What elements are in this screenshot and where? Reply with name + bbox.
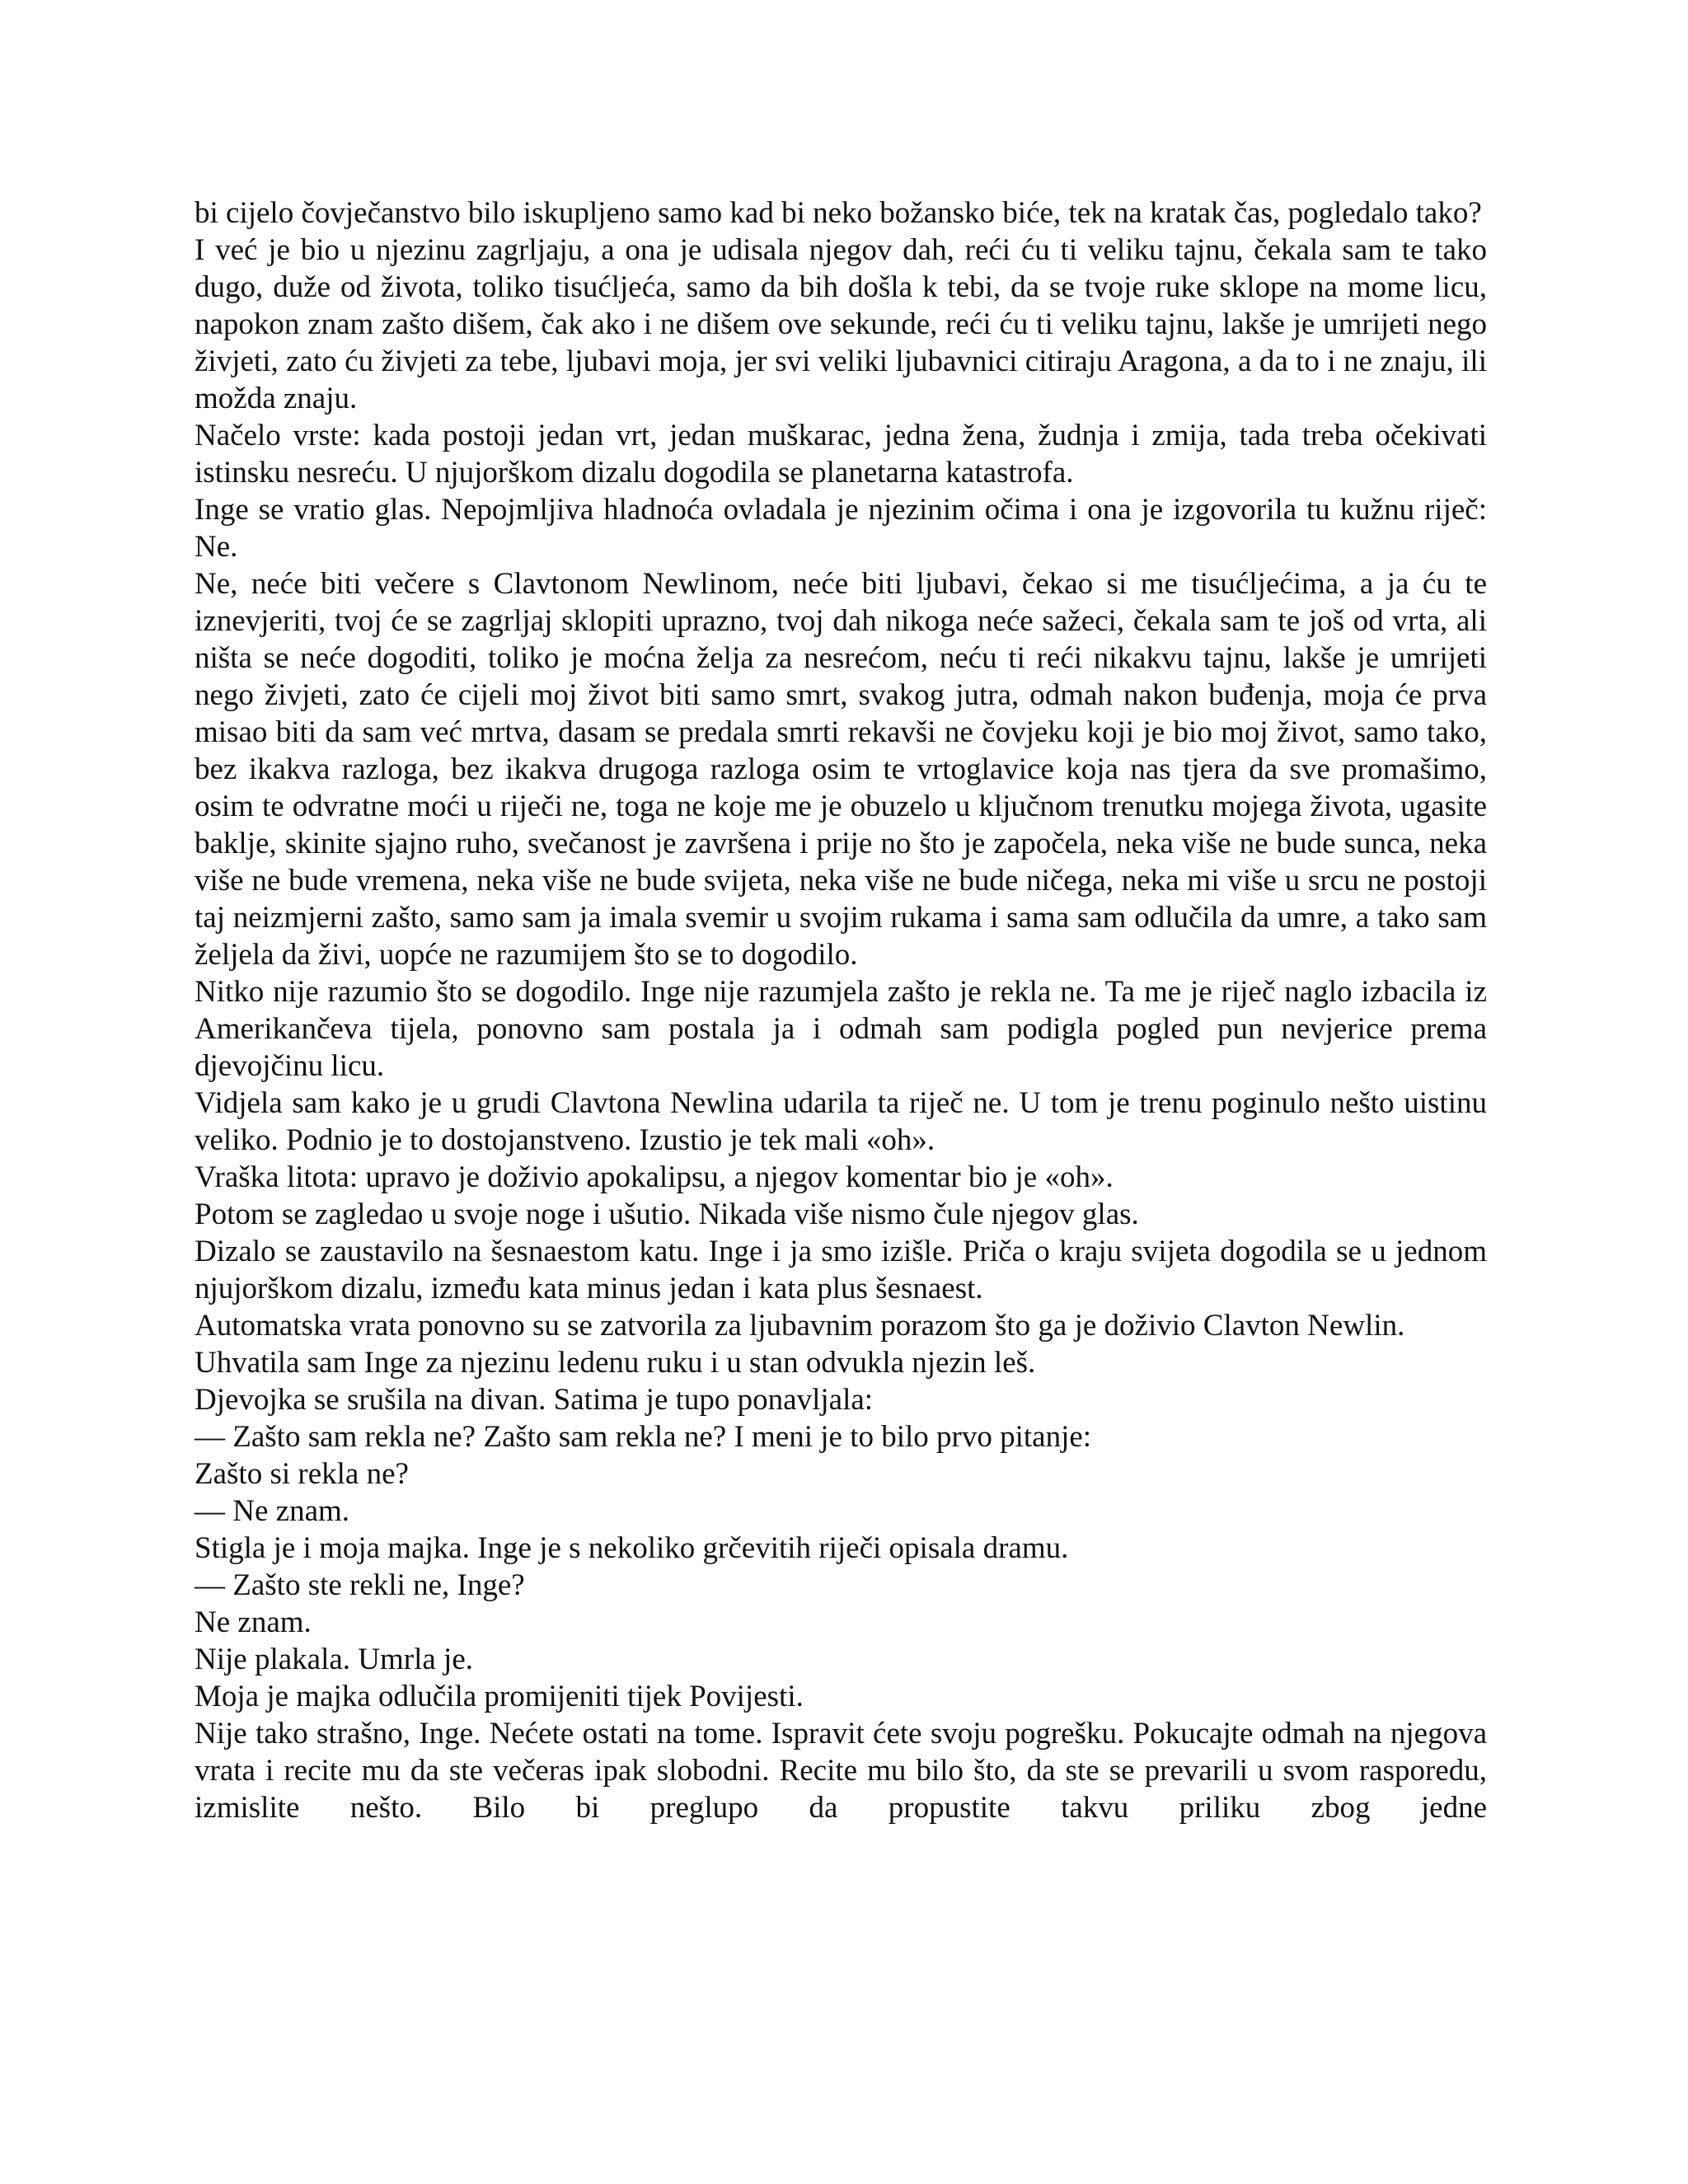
paragraph: Vidjela sam kako je u grudi Clavtona Newlina udarila ta riječ ne. U tom je trenu poginulo nešto uistinu veliko. Podnio je to dostojanstveno. Izustio je tek mali «oh». xyxy=(195,1086,1487,1157)
body-text xyxy=(195,194,1487,1826)
paragraph: Dizalo se zaustavilo na šesnaestom katu. Inge i ja smo izišle. Priča o kraju svijeta dogodila se u jednom njujorškom dizalu, između kata minus jedan i kata plus šesnaest. xyxy=(195,1235,1487,1305)
paragraph: Moja je majka odlučila promijeniti tijek Povijesti. xyxy=(195,1680,804,1713)
paragraph: Nije tako strašno, Inge. Nećete ostati na tome. Ispravit ćete svoju pogrešku. Pokucajte odmah na njegova vrata i recite mu da ste večeras ipak slobodni. Recite mu bilo što, da ste se prevarili u svom rasporedu, izmislite nešto. Bilo bi preglupo da propustite takvu priliku zbog jedne xyxy=(195,1717,1487,1825)
dialogue-line: — Ne znam. xyxy=(195,1494,350,1528)
dialogue-line: Zašto si rekla ne? xyxy=(195,1457,409,1491)
dialogue-line: — Zašto ste rekli ne, Inge? xyxy=(195,1568,525,1602)
paragraph: Nitko nije razumio što se dogodilo. Inge nije razumjela zašto je rekla ne. Ta me je riječ naglo izbacila iz Amerikančeva tijela, ponovno sam postala ja i odmah sam podigla pogled pun nevjerice prema djevojčinu licu. xyxy=(195,975,1487,1083)
paragraph: Inge se vratio glas. Nepojmljiva hladnoća ovladala je njezinim očima i ona je izgovorila tu kužnu riječ: Ne. xyxy=(195,493,1487,564)
paragraph: Nije plakala. Umrla je. xyxy=(195,1643,474,1676)
paragraph: Djevojka se srušila na divan. Satima je tupo ponavljala: xyxy=(195,1383,874,1417)
paragraph: bi cijelo čovječanstvo bilo iskupljeno samo kad bi neko božansko biće, tek na kratak čas, pogledalo tako? xyxy=(195,196,1482,230)
paragraph: I već je bio u njezinu zagrljaju, a ona je udisala njegov dah, reći ću ti veliku tajnu, čekala sam te tako dugo, duže od života, toliko tisućljeća, samo da bih došla k tebi, da se tvoje ruke sklope na mome licu, napokon znam zašto dišem, čak ako i ne dišem ove sekunde, reći ću ti veliku tajnu, lakše je umrijeti nego živjeti, zato ću živjeti za tebe, ljubavi moja, jer svi veliki ljubavnici citiraju Aragona, a da to i ne znaju, ili možda znaju. xyxy=(195,233,1487,415)
paragraph: Ne, neće biti večere s Clavtonom Newlinom, neće biti ljubavi, čekao si me tisućljećima, a ja ću te iznevjeriti, tvoj će se zagrljaj sklopiti uprazno, tvoj dah nikoga neće sažeci, čekala sam te još od vrta, ali ništa se neće dogoditi, toliko je moćna želja za nesrećom, neću ti reći nikakvu tajnu, lakše je umrijeti nego živjeti, zato će cijeli moj život biti samo smrt, svakog jutra, odmah nakon buđenja, moja će prva misao biti da sam već mrtva, dasam se predala smrti rekavši ne čovjeku koji je bio moj život, samo tako, bez ikakva razloga, bez ikakva drugoga razloga osim te vrtoglavice koja nas tjera da sve promašimo, osim te odvratne moći u riječi ne, toga ne koje me je obuzelo u ključnom trenutku mojega života, ugasite baklje, skinite sjajno ruho, svečanost je završena i prije no što je započela, neka više ne bude sunca, neka više ne bude vremena, neka više ne bude svijeta, neka više ne bude ničega, neka mi više u srcu ne postoji taj neizmjerni zašto, samo sam ja imala svemir u svojim rukama i sama sam odlučila da umre, a tako sam željela da živi, uopće ne razumijem što se to dogodilo. xyxy=(195,567,1487,972)
paragraph: Potom se zagledao u svoje noge i ušutio. Nikada više nismo čule njegov glas. xyxy=(195,1197,1139,1231)
paragraph: Stigla je i moja majka. Inge je s nekoliko grčevitih riječi opisala dramu. xyxy=(195,1531,1069,1565)
paragraph: Uhvatila sam Inge za njezinu ledenu ruku i u stan odvukla njezin leš. xyxy=(195,1346,1036,1380)
paragraph: Automatska vrata ponovno su se zatvorila za ljubavnim porazom što ga je doživio Clavton Newlin. xyxy=(195,1309,1405,1343)
dialogue-line: Ne znam. xyxy=(195,1605,312,1639)
paragraph: Načelo vrste: kada postoji jedan vrt, jedan muškarac, jedna žena, žudnja i zmija, tada treba očekivati istinsku nesreću. U njujorškom dizalu dogodila se planetarna katastrofa. xyxy=(195,419,1487,490)
paragraph: Vraška litota: upravo je doživio apokalipsu, a njegov komentar bio je «oh». xyxy=(195,1160,1114,1194)
dialogue-line: — Zašto sam rekla ne? Zašto sam rekla ne? I meni je to bilo prvo pitanje: xyxy=(195,1420,1092,1454)
